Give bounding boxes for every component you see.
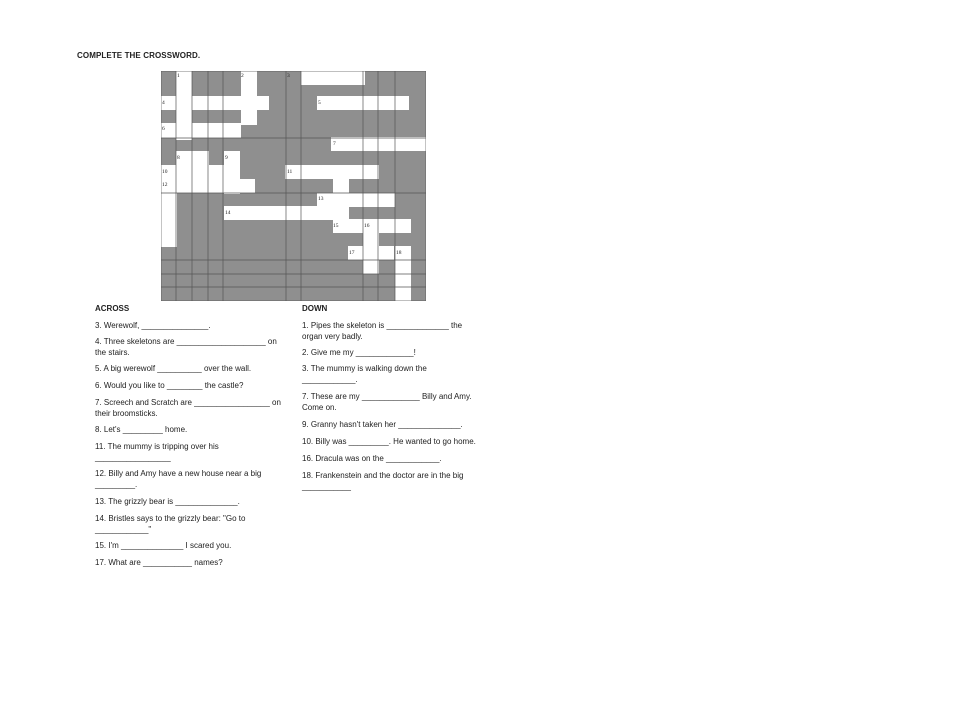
across-clue	[95, 513, 245, 535]
clue-number-9: 9	[225, 155, 228, 161]
across-heading: ACROSS	[95, 304, 130, 313]
down-clue-list	[302, 320, 512, 510]
clue-number-3: 3	[287, 73, 290, 79]
clue-line: 4. Three skeletons are ____________________ on	[95, 337, 277, 346]
clue-line: the stairs.	[95, 348, 130, 357]
clue-number-14: 14	[225, 210, 231, 216]
clue-line: ___________	[302, 482, 351, 491]
clue-line: Come on.	[302, 403, 337, 412]
clue-number-10: 10	[162, 169, 168, 175]
page-title: COMPLETE THE CROSSWORD.	[77, 51, 201, 60]
clue-line: ____________"	[95, 525, 152, 534]
down-clue	[302, 391, 472, 413]
clue-line: 13. The grizzly bear is ______________.	[95, 497, 240, 506]
across-clue	[95, 424, 187, 435]
clue-line: 1. Pipes the skeleton is ______________ the	[302, 321, 463, 330]
clue-line: ____________.	[302, 375, 358, 384]
across-clue	[95, 468, 261, 490]
clue-line: 2. Give me my _____________!	[302, 348, 416, 357]
across-clue-list	[95, 320, 300, 580]
clue-line: 10. Billy was _________. He wanted to go home.	[302, 437, 476, 446]
across-clue	[95, 363, 251, 374]
across-clue	[95, 397, 281, 419]
clue-line: their broomsticks.	[95, 409, 158, 418]
clue-line: 15. I'm ______________ I scared you.	[95, 541, 232, 550]
clue-number-6: 6	[162, 126, 165, 132]
clue-line: 16. Dracula was on the ____________.	[302, 454, 442, 463]
clue-line: 12. Billy and Amy have a new house near a big	[95, 469, 262, 478]
clue-line: 7. Screech and Scratch are _________________ on	[95, 398, 281, 407]
clue-line: 5. A big werewolf __________ over the wall.	[95, 364, 252, 373]
down-heading: DOWN	[302, 304, 328, 313]
clue-line: 17. What are ___________ names?	[95, 558, 223, 567]
clue-line: 3. The mummy is walking down the	[302, 364, 427, 373]
clue-number-16: 16	[364, 223, 370, 229]
down-clue	[302, 470, 463, 492]
across-clue	[95, 380, 243, 391]
clue-line: 11. The mummy is tripping over his	[95, 442, 219, 451]
clue-line: _________________	[95, 453, 171, 462]
clue-line: 6. Would you like to ________ the castle?	[95, 381, 244, 390]
clue-line: 8. Let's _________ home.	[95, 425, 188, 434]
clue-line: 18. Frankenstein and the doctor are in the big	[302, 471, 464, 480]
clue-number-2: 2	[241, 73, 244, 79]
down-clue	[302, 320, 462, 342]
down-clue	[302, 347, 416, 358]
clue-number-4: 4	[162, 100, 165, 106]
crossword-grid[interactable]	[161, 71, 426, 301]
down-clue	[302, 363, 427, 385]
clue-number-15: 15	[333, 223, 339, 229]
across-clue	[95, 496, 240, 507]
down-clue	[302, 419, 463, 430]
across-clue	[95, 441, 219, 463]
clue-number-18: 18	[396, 250, 402, 256]
clue-number-13: 13	[318, 196, 324, 202]
across-clue	[95, 336, 277, 358]
down-clue	[302, 453, 442, 464]
clue-number-1: 1	[177, 73, 180, 79]
clue-number-11: 11	[287, 169, 293, 175]
across-clue	[95, 557, 223, 568]
clue-line: _________.	[95, 480, 138, 489]
clue-number-7: 7	[333, 141, 336, 147]
across-clue	[95, 540, 231, 551]
clue-number-5: 5	[318, 100, 321, 106]
clue-line: 9. Granny hasn't taken her ______________.	[302, 420, 463, 429]
down-clue	[302, 436, 476, 447]
across-clue	[95, 320, 211, 331]
clue-line: 7. These are my _____________ Billy and Amy.	[302, 392, 472, 401]
clue-line: 3. Werewolf, _______________.	[95, 321, 211, 330]
clue-number-12: 12	[162, 182, 168, 188]
clue-number-17: 17	[349, 250, 355, 256]
clue-number-8: 8	[177, 155, 180, 161]
clue-line: organ very badly.	[302, 332, 363, 341]
clue-line: 14. Bristles says to the grizzly bear: "Go to	[95, 514, 246, 523]
